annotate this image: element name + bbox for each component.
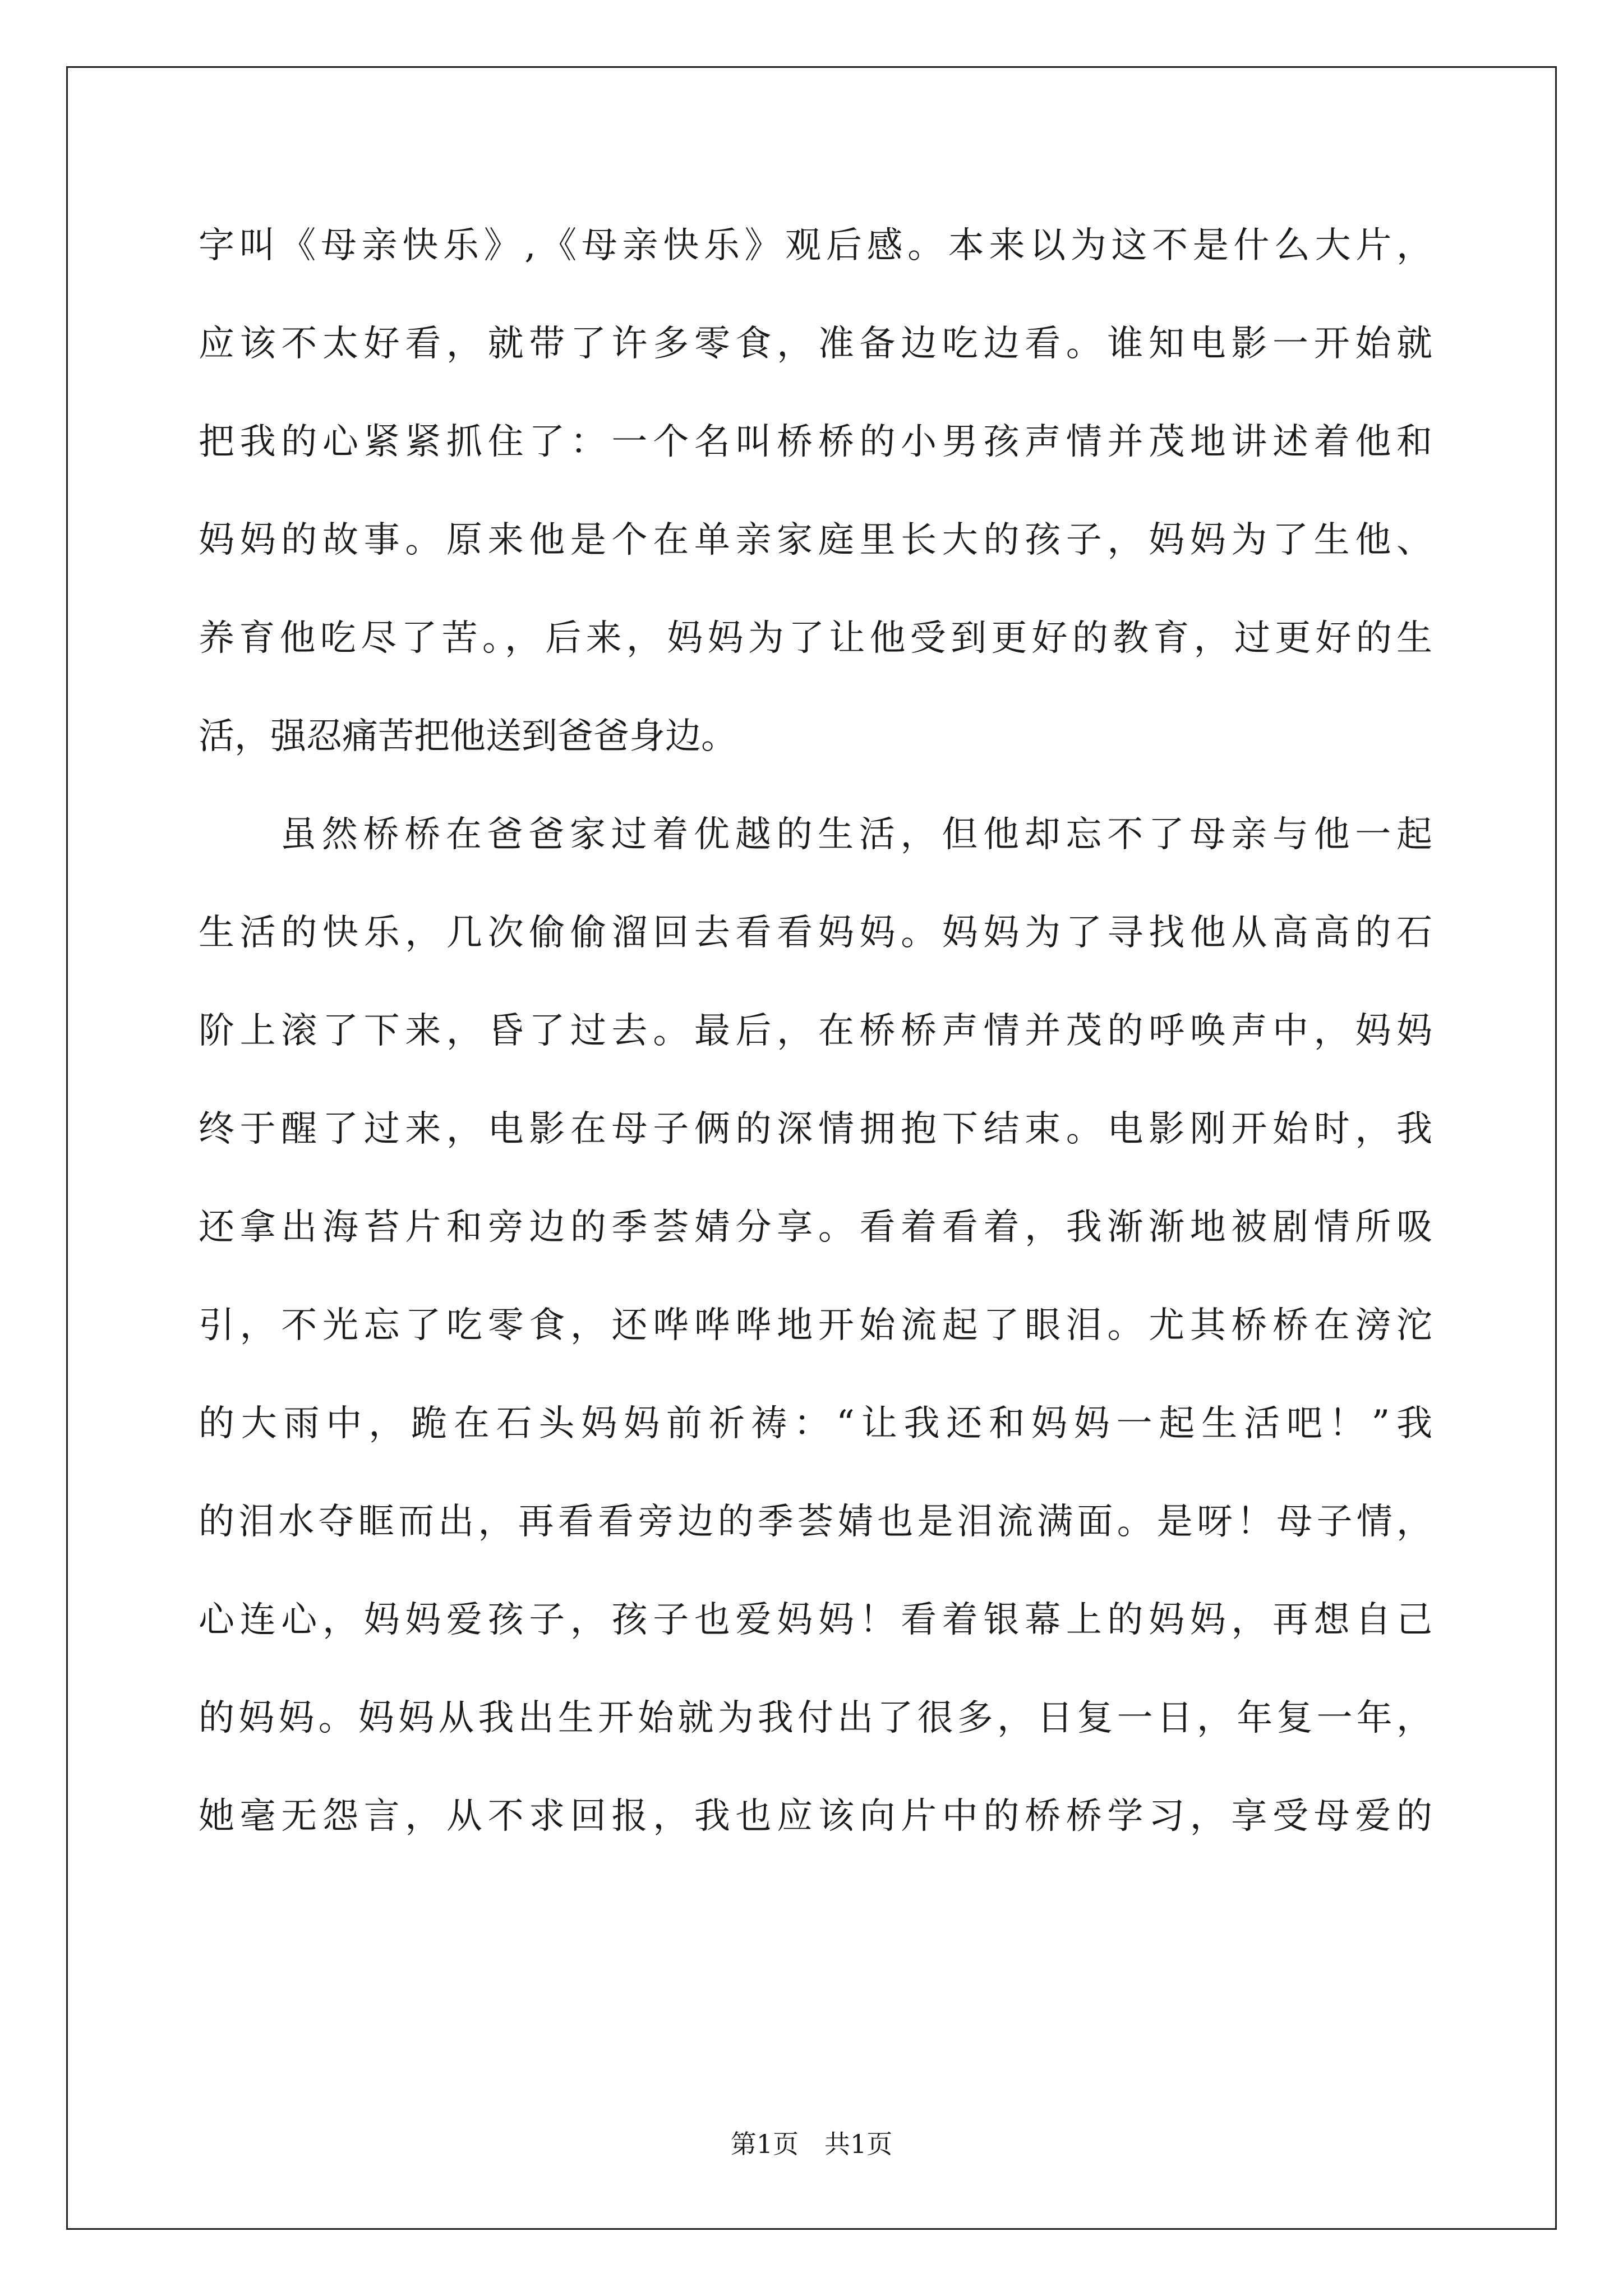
text-line: 养育他吃尽了苦。，后来，妈妈为了让他受到更好的教育，过更好的生: [199, 618, 1432, 659]
text-line: 字叫《母亲快乐》,《母亲快乐》观后感。本来以为这不是什么大片，: [199, 225, 1432, 266]
text-line: 终于醒了过来，电影在母子俩的深情拥抱下结束。电影刚开始时，我: [199, 1108, 1432, 1150]
text-line: 的妈妈。妈妈从我出生开始就为我付出了很多，日复一日，年复一年，: [199, 1697, 1432, 1739]
text-line: 她毫无怨言，从不求回报，我也应该向片中的桥桥学习，享受母爱的: [199, 1796, 1432, 1837]
text-line: 的大雨中，跪在石头妈妈前祈祷：“让我还和妈妈一起生活吧！”我: [199, 1403, 1432, 1444]
text-line: 阶上滚了下来，昏了过去。最后，在桥桥声情并茂的呼唤声中，妈妈: [199, 1010, 1432, 1052]
text-line: 妈妈的故事。原来他是个在单亲家庭里长大的孩子，妈妈为了生他、: [199, 519, 1432, 561]
page-footer: 第1页 共1页: [730, 2129, 893, 2159]
text-line: 活，强忍痛苦把他送到爸爸身边。: [199, 716, 737, 757]
text-line: 心连心，妈妈爱孩子，孩子也爱妈妈！看着银幕上的妈妈，再想自己: [199, 1599, 1432, 1641]
text-line: 的泪水夺眶而出，再看看旁边的季荟婧也是泪流满面。是呀！母子情，: [199, 1501, 1432, 1543]
text-line: 引，不光忘了吃零食，还哗哗哗地开始流起了眼泪。尤其桥桥在滂沱: [199, 1305, 1432, 1346]
text-line: 生活的快乐，几次偷偷溜回去看看妈妈。妈妈为了寻找他从高高的石: [199, 912, 1432, 954]
text-line: 应该不太好看，就带了许多零食，准备边吃边看。谁知电影一开始就: [199, 323, 1432, 365]
text-line: 虽然桥桥在爸爸家过着优越的生活，但他却忘不了母亲与他一起: [280, 814, 1432, 855]
text-line: 把我的心紧紧抓住了：一个名叫桥桥的小男孩声情并茂地讲述着他和: [199, 421, 1432, 463]
text-line: 还拿出海苔片和旁边的季荟婧分享。看着看着，我渐渐地被剧情所吸: [199, 1207, 1432, 1248]
